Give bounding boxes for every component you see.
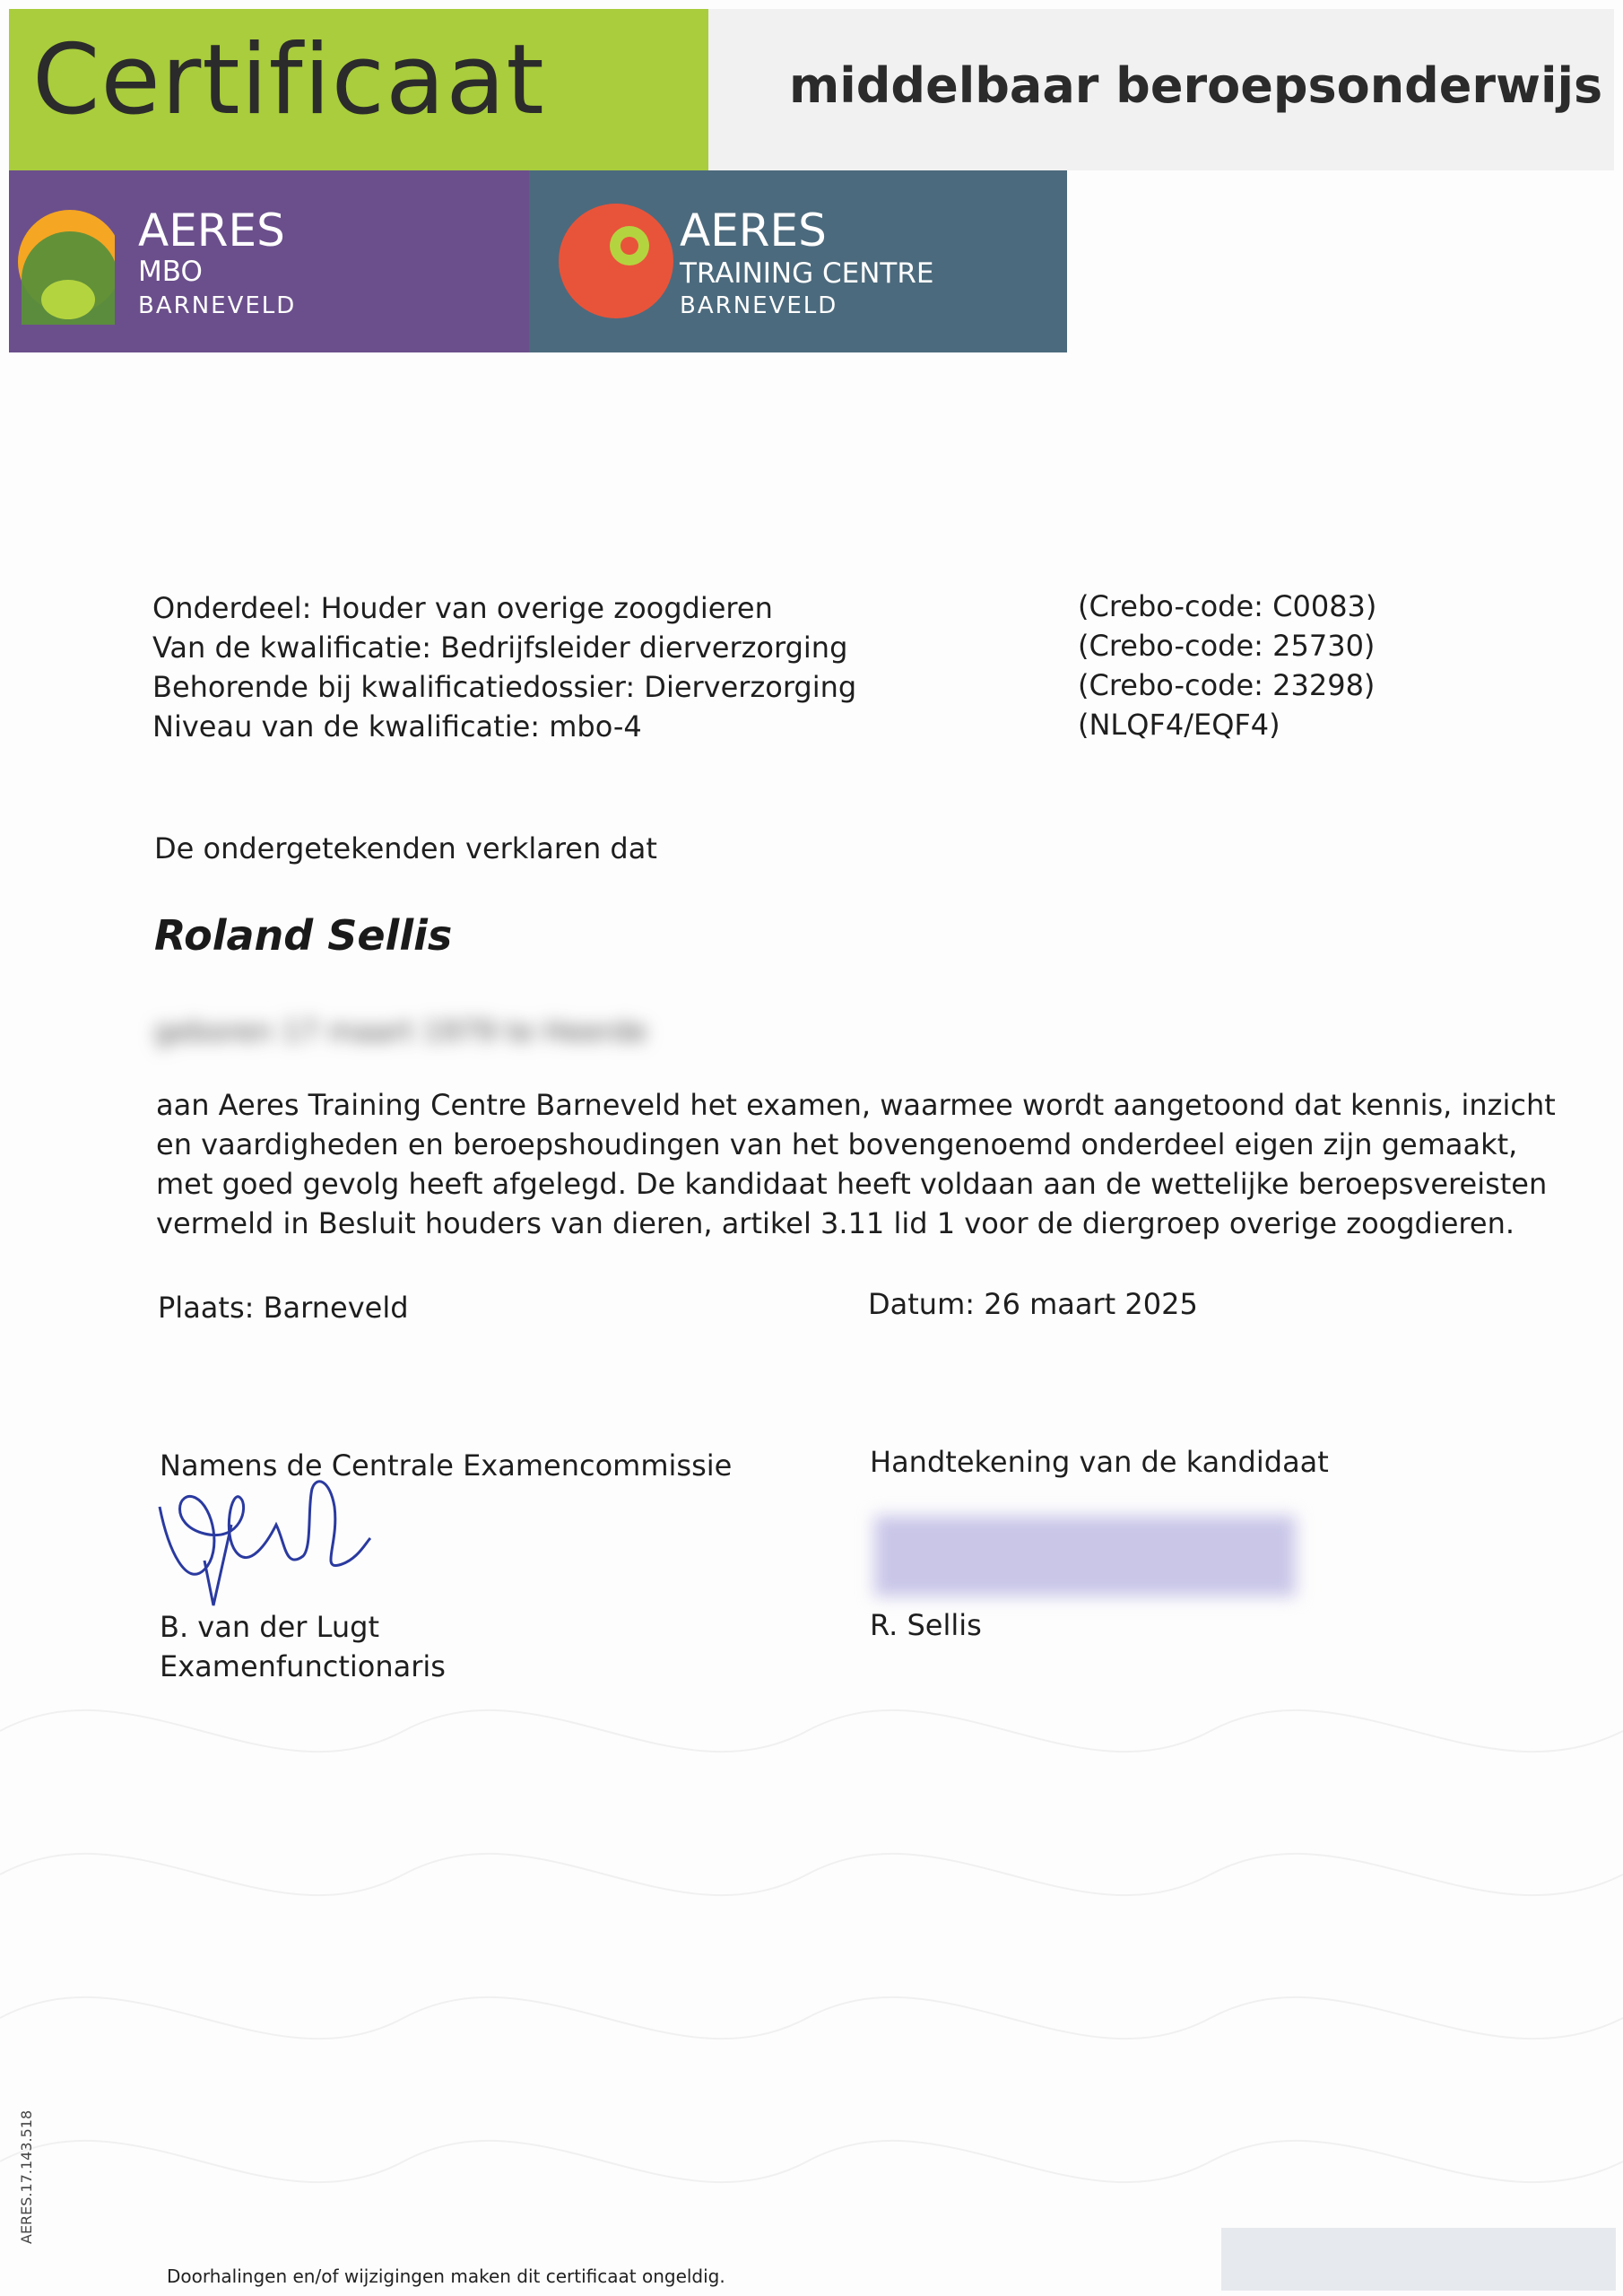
candidate-signature-name: R. Sellis — [870, 1608, 982, 1642]
declaration-body-line-4: vermeld in Besluit houders van dieren, artikel 3.11 lid 1 voor de diergroep overige zoogdieren. — [156, 1206, 1515, 1240]
aeres-training-line1: TRAINING CENTRE — [680, 257, 934, 290]
aeres-mbo-name: AERES — [138, 204, 285, 257]
candidate-name: Roland Sellis — [154, 911, 453, 960]
aeres-mbo-line2: BARNEVELD — [138, 292, 297, 319]
examiner-heading: Namens de Centrale Examencommissie — [160, 1448, 733, 1483]
examiner-role: Examenfunctionaris — [160, 1649, 446, 1683]
aeres-training-name: AERES — [680, 204, 827, 257]
qualification-label-onderdeel: Onderdeel: Houder van overige zoogdieren — [152, 591, 773, 625]
qualification-code-dossier: (Crebo-code: 23298) — [1078, 668, 1376, 702]
blurred-birth-line: geboren 17 maart 1979 te Heerde — [154, 1014, 647, 1048]
place: Plaats: Barneveld — [158, 1291, 409, 1325]
blurred-candidate-signature — [874, 1516, 1296, 1596]
security-watermark-pattern — [0, 1659, 1623, 2242]
declaration-body-line-2: en vaardigheden en beroepshoudingen van het bovengenoemd onderdeel eigen zijn gemaakt, — [156, 1127, 1518, 1161]
examiner-name: B. van der Lugt — [160, 1610, 380, 1644]
declaration-intro: De ondergetekenden verklaren dat — [154, 831, 657, 865]
candidate-signature-heading: Handtekening van de kandidaat — [870, 1445, 1329, 1479]
qualification-label-kwalificatie: Van de kwalificatie: Bedrijfsleider dierverzorging — [152, 631, 848, 665]
aeres-mbo-line1: MBO — [138, 256, 203, 288]
aeres-training-line2: BARNEVELD — [680, 292, 838, 319]
security-strip — [1221, 2228, 1616, 2291]
document-id: AERES.17.143.518 — [18, 2109, 35, 2244]
aeres-training-logo-icon — [556, 201, 676, 321]
footer-note: Doorhalingen en/of wijzigingen maken dit certificaat ongeldig. — [167, 2266, 725, 2287]
date: Datum: 26 maart 2025 — [868, 1287, 1198, 1321]
qualification-code-niveau: (NLQF4/EQF4) — [1078, 708, 1280, 742]
qualification-code-onderdeel: (Crebo-code: C0083) — [1078, 589, 1377, 623]
certificate-subtitle: middelbaar beroepsonderwijs — [789, 57, 1603, 114]
examiner-signature — [151, 1471, 384, 1614]
qualification-label-niveau: Niveau van de kwalificatie: mbo-4 — [152, 709, 642, 744]
qualification-label-dossier: Behorende bij kwalificatiedossier: Dierverzorging — [152, 670, 857, 704]
aeres-mbo-logo-icon — [16, 199, 115, 325]
declaration-body-line-3: met goed gevolg heeft afgelegd. De kandidaat heeft voldaan aan de wettelijke beroepsvereisten — [156, 1167, 1548, 1201]
qualification-code-kwalificatie: (Crebo-code: 25730) — [1078, 629, 1376, 663]
declaration-body-line-1: aan Aeres Training Centre Barneveld het examen, waarmee wordt aangetoond dat kennis, inzicht — [156, 1088, 1556, 1122]
certificate-title: Certificaat — [32, 24, 545, 136]
